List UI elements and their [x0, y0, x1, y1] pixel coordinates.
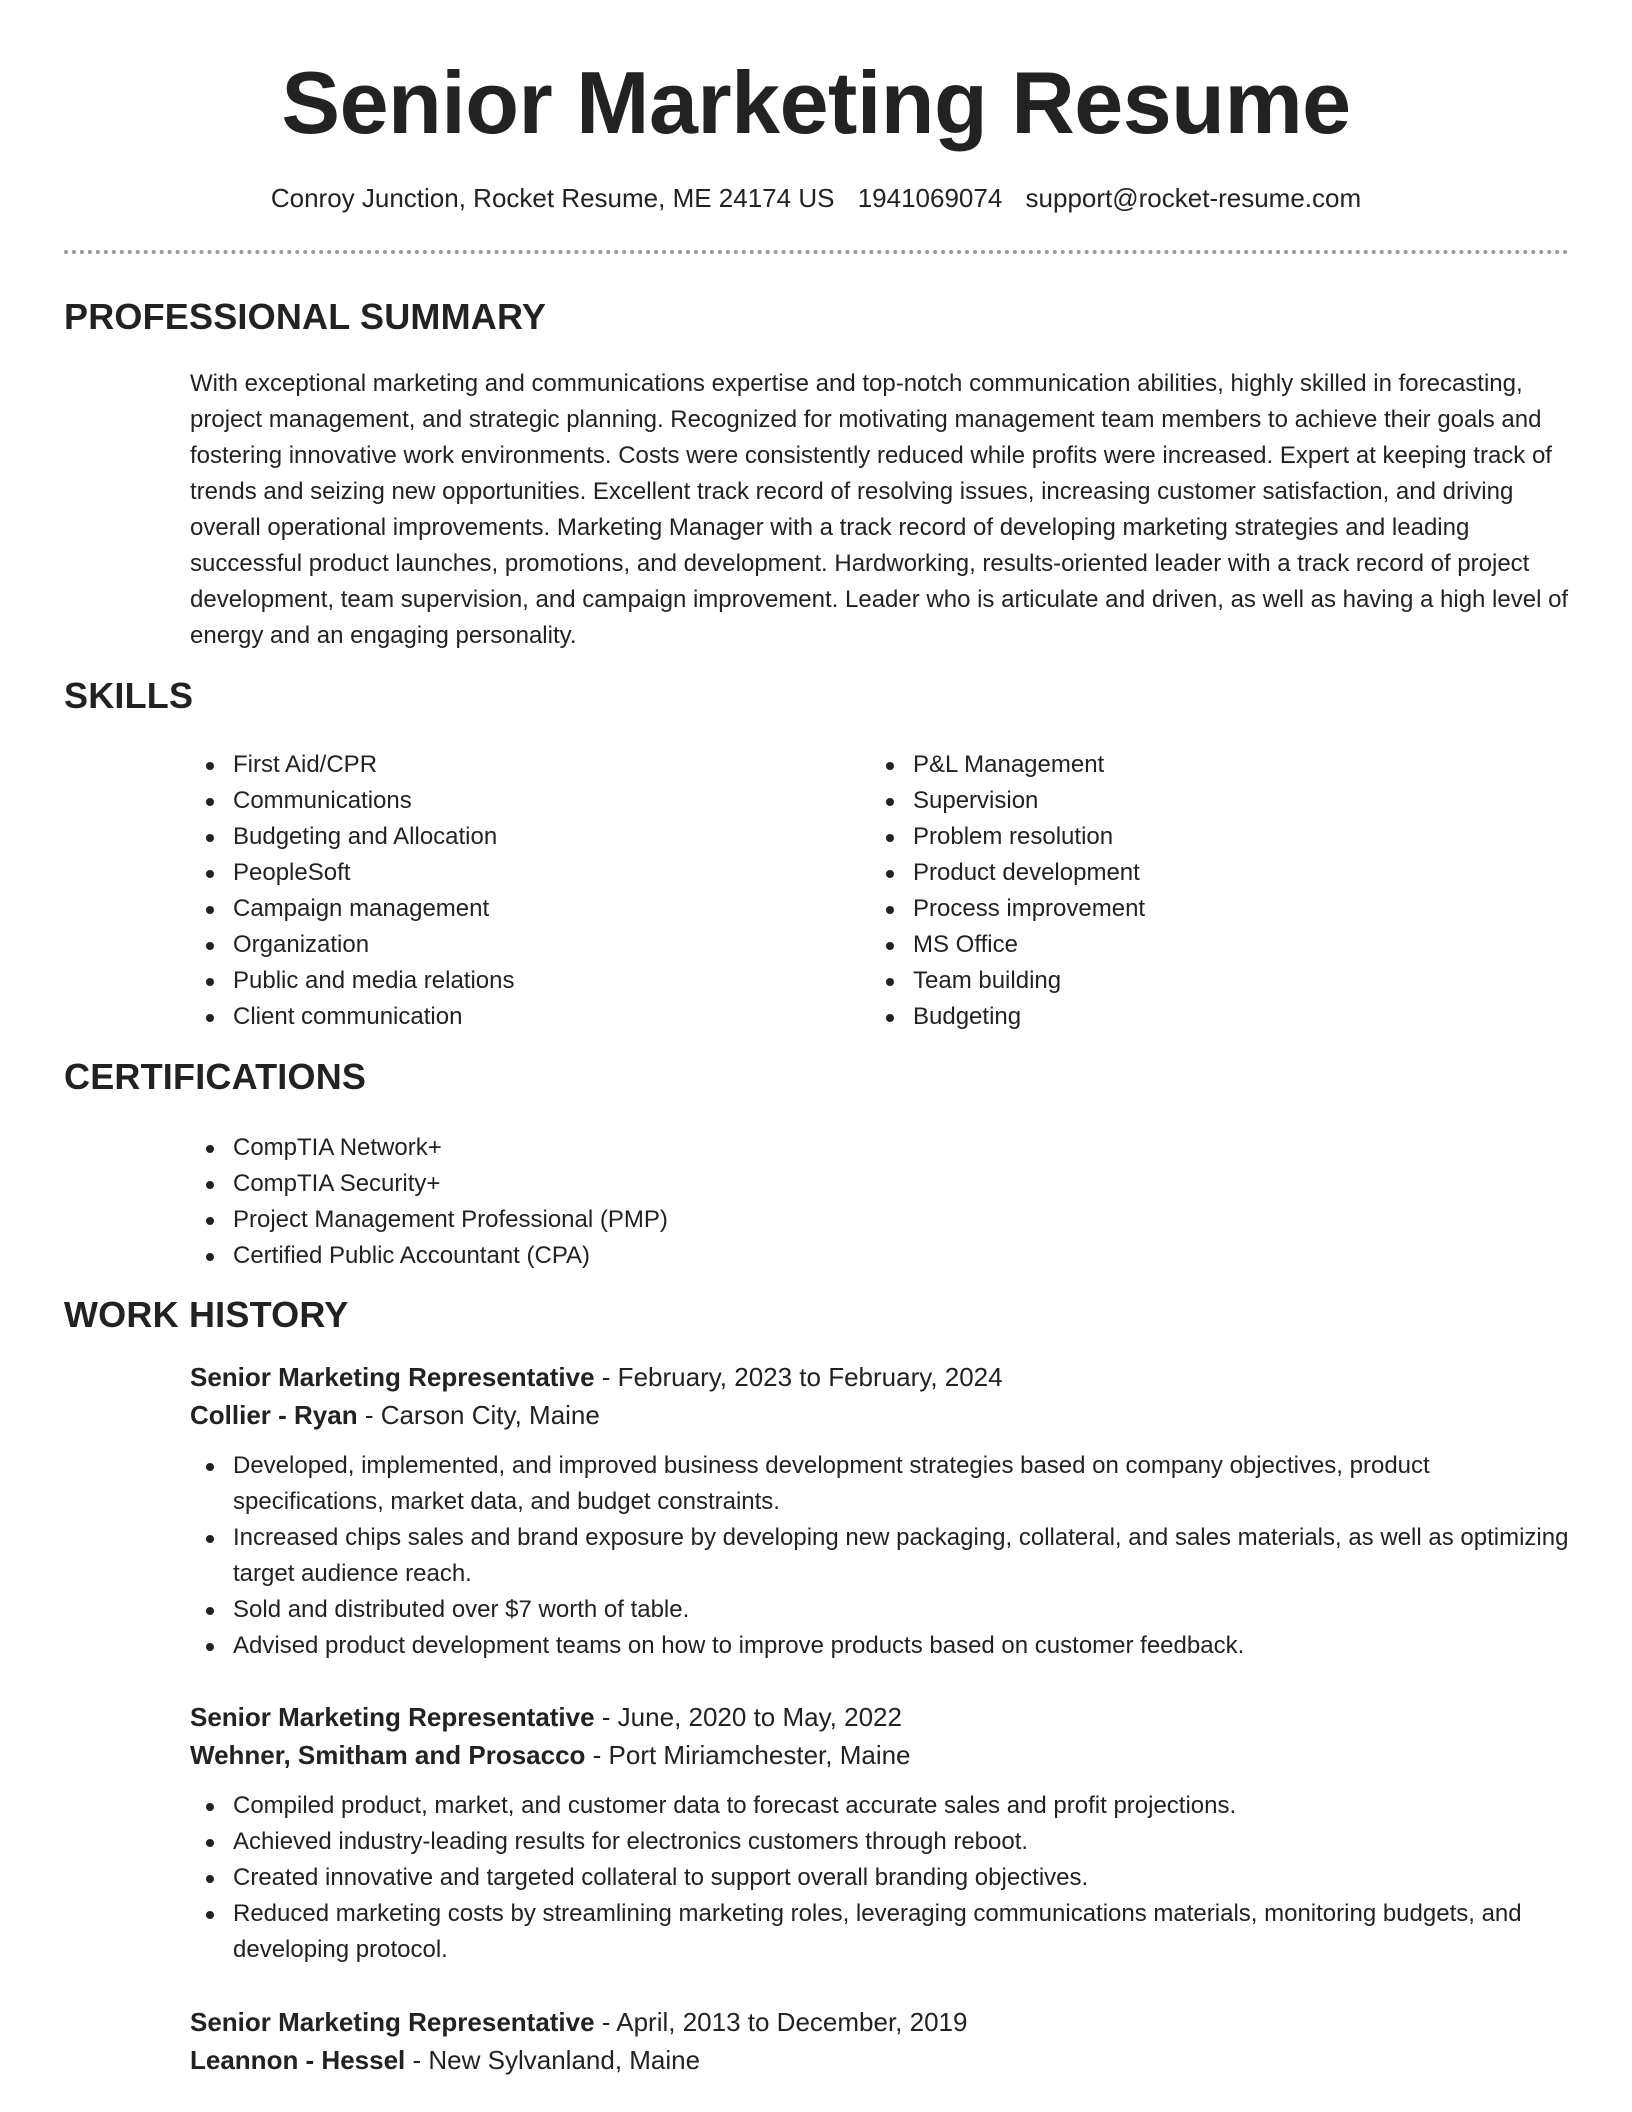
skills-list-left [190, 747, 830, 1035]
job-company-line [190, 1396, 1570, 1434]
job-bullet: Increased chips sales and brand exposure by developing new packaging, collateral, and sales materials, as well as optimizing target audience reach. [190, 1520, 1570, 1592]
job-company-line [190, 1736, 1570, 1774]
job-title: Senior Marketing Representative [190, 1362, 595, 1392]
skill-item: Product development [870, 855, 1510, 891]
certification-item: Project Management Professional (PMP) [190, 1202, 1190, 1238]
section-heading-certifications: CERTIFICATIONS [64, 1056, 367, 1097]
skill-item: First Aid/CPR [190, 747, 830, 783]
skill-item: Organization [190, 927, 830, 963]
job-bullet: Created innovative and targeted collateral to support overall branding objectives. [190, 1860, 1570, 1896]
skill-item: Budgeting and Allocation [190, 819, 830, 855]
job-bullet: Developed, implemented, and improved business development strategies based on company objectives, product specifications, market data, and budget constraints. [190, 1448, 1570, 1520]
job-dates: - April, 2013 to December, 2019 [594, 2007, 968, 2037]
skill-item: Client communication [190, 999, 830, 1035]
skill-item: Public and media relations [190, 963, 830, 999]
contact-phone: 1941069074 [857, 183, 1003, 213]
skill-item: Process improvement [870, 891, 1510, 927]
certifications-list [190, 1130, 1190, 1274]
job-bullet: Compiled product, market, and customer data to forecast accurate sales and profit projections. [190, 1788, 1570, 1824]
job-bullet: Achieved industry-leading results for electronics customers through reboot. [190, 1824, 1570, 1860]
job-bullets [190, 1448, 1570, 1664]
certification-item: CompTIA Network+ [190, 1130, 1190, 1166]
contact-line [0, 182, 1632, 214]
skill-item: Communications [190, 783, 830, 819]
job-bullets [190, 1788, 1570, 1968]
skill-item: Supervision [870, 783, 1510, 819]
page-title: Senior Marketing Resume [281, 53, 1351, 152]
skill-item: Budgeting [870, 999, 1510, 1035]
job-title-line [190, 1698, 1570, 1736]
skills-list-right [870, 747, 1510, 1035]
job-title-line [190, 2003, 1570, 2041]
job-company: Leannon - Hessel [190, 2045, 406, 2075]
job-entry [190, 1698, 1570, 1968]
certification-item: Certified Public Accountant (CPA) [190, 1238, 1190, 1274]
header-divider [64, 250, 1569, 254]
skill-item: Campaign management [190, 891, 830, 927]
summary-text: With exceptional marketing and communications expertise and top-notch communication abilities, highly skilled in forecasting, project management, and strategic planning. Recognized for motivating management team members to achieve their goals and fostering innovative work environments. Costs were consistently reduced while profits were increased. Expert at keeping track of trends and seizing new opportunities. Excellent track record of resolving issues, increasing customer satisfaction, and driving overall operational improvements. Marketing Manager with a track record of developing marketing strategies and leading successful product launches, promotions, and development. Hardworking, results-oriented leader with a track record of project development, team supervision, and campaign improvement. Leader who is articulate and driven, as well as having a high level of energy and an engaging personality. [190, 370, 1569, 649]
job-dates: - June, 2020 to May, 2022 [594, 1702, 902, 1732]
job-company-line [190, 2041, 1570, 2079]
job-company: Collier - Ryan [190, 1400, 358, 1430]
skill-item: P&L Management [870, 747, 1510, 783]
contact-address: Conroy Junction, Rocket Resume, ME 24174 US [270, 183, 835, 213]
job-title-line [190, 1358, 1570, 1396]
skill-item: PeopleSoft [190, 855, 830, 891]
job-bullet: Advised product development teams on how to improve products based on customer feedback. [190, 1628, 1570, 1664]
skill-item: MS Office [870, 927, 1510, 963]
job-bullet: Reduced marketing costs by streamlining marketing roles, leveraging communications materials, monitoring budgets, and developing protocol. [190, 1896, 1570, 1968]
job-entry [190, 1358, 1570, 1664]
section-heading-summary: PROFESSIONAL SUMMARY [64, 296, 547, 337]
certification-item: CompTIA Security+ [190, 1166, 1190, 1202]
job-dates: - February, 2023 to February, 2024 [594, 1362, 1003, 1392]
section-heading-work-history: WORK HISTORY [64, 1294, 349, 1335]
skill-item: Team building [870, 963, 1510, 999]
job-location: - New Sylvanland, Maine [405, 2045, 701, 2075]
job-location: - Carson City, Maine [357, 1400, 600, 1430]
section-heading-skills: SKILLS [64, 675, 194, 716]
job-company: Wehner, Smitham and Prosacco [190, 1740, 586, 1770]
job-entry [190, 2003, 1570, 2079]
contact-email: support@rocket-resume.com [1025, 183, 1362, 213]
job-location: - Port Miriamchester, Maine [585, 1740, 911, 1770]
job-title: Senior Marketing Representative [190, 1702, 595, 1732]
job-title: Senior Marketing Representative [190, 2007, 595, 2037]
skill-item: Problem resolution [870, 819, 1510, 855]
job-bullet: Sold and distributed over $7 worth of table. [190, 1592, 1570, 1628]
